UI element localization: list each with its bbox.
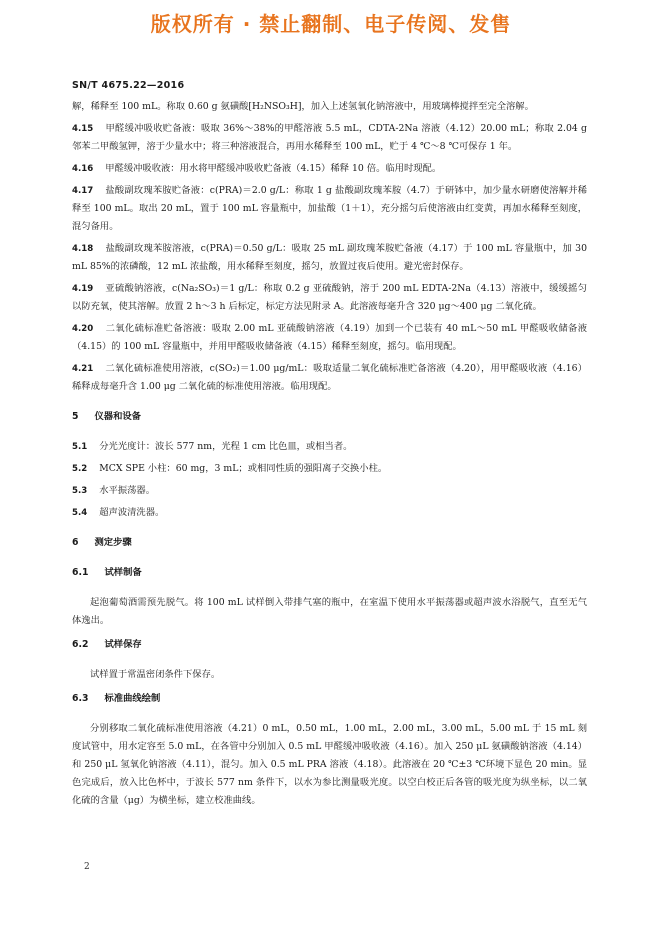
- section-title: 试样保存: [104, 639, 142, 650]
- reagent-item: [72, 320, 587, 356]
- item-text: 超声波清洗器。: [99, 507, 165, 518]
- item-text: 分光光度计：波长 577 nm，光程 1 cm 比色皿，或相当者。: [99, 441, 353, 452]
- item-number: 5.3: [72, 486, 88, 496]
- section-title: 标准曲线绘制: [104, 693, 161, 704]
- sample-storage-paragraph: 试样置于常温密闭条件下保存。: [90, 669, 221, 680]
- reagent-item: [72, 240, 587, 276]
- sample-prep-paragraph: 起泡葡萄酒需预先脱气。将 100 mL 试样倒入带排气塞的瓶中，在室温下使用水平振荡器或超声波水浴脱气，直至无气体逸出。: [72, 597, 587, 626]
- intro-paragraph: 解，稀释至 100 mL。称取 0.60 g 氨磺酸[H₂NSO₃H]，加入上述氢氧化钠溶液中，用玻璃棒搅拌至完全溶解。: [72, 101, 534, 112]
- reagent-item: [72, 182, 587, 236]
- item-number: 4.16: [72, 164, 94, 174]
- item-text: 盐酸副玫瑰苯胺溶液，c(PRA)＝0.50 g/L：吸取 25 mL 副玫瑰苯胺贮备液（4.17）于 100 mL 容量瓶中，加 30 mL 85%的浓磷酸，12 mL 浓盐酸，用水稀释至刻度，摇匀，放置过夜后使用。避光密封保存。: [72, 243, 587, 272]
- item-text: 甲醛缓冲吸收贮备液：吸取 36%～38%的甲醛溶液 5.5 mL，CDTA-2Na 溶液（4.12）20.00 mL；称取 2.04 g 邻苯二甲酸氢钾，溶于少量水中；将三种溶液混合，再用水稀释至 100 mL，贮于 4 ℃～8 ℃可保存 1 年。: [72, 123, 587, 152]
- section-number: 6: [72, 537, 79, 548]
- reagent-item: [72, 280, 587, 316]
- item-number: 4.20: [72, 324, 94, 334]
- item-number: 4.15: [72, 124, 94, 134]
- item-text: 水平振荡器。: [99, 485, 156, 496]
- equipment-item: [72, 482, 587, 500]
- section-title: 试样制备: [104, 567, 142, 578]
- reagent-list: [72, 120, 587, 396]
- reagent-item: [72, 160, 587, 178]
- equipment-list: [72, 438, 587, 522]
- section-title: 仪器和设备: [94, 411, 141, 422]
- page-content: [72, 98, 587, 814]
- reagent-item: [72, 360, 587, 396]
- item-text: MCX SPE 小柱：60 mg，3 mL；或相同性质的强阳离子交换小柱。: [99, 463, 388, 474]
- reagent-item: [72, 120, 587, 156]
- equipment-item: [72, 504, 587, 522]
- equipment-item: [72, 438, 587, 456]
- item-number: 4.21: [72, 364, 94, 374]
- item-text: 甲醛缓冲吸收液：用水将甲醛缓冲吸收贮备液（4.15）稀释 10 倍。临用时现配。: [105, 163, 442, 174]
- section-heading-6-1: [72, 564, 587, 582]
- item-text: 二氧化硫标准贮备溶液：吸取 2.00 mL 亚硫酸钠溶液（4.19）加到一个已装有 40 mL～50 mL 甲醛吸收储备液（4.15）的 100 mL 容量瓶中，并用甲醛吸收储备液（4.15）稀释至刻度，摇匀。临用现配。: [72, 323, 587, 352]
- section-heading-6-3: [72, 690, 587, 708]
- item-number: 5.1: [72, 442, 88, 452]
- section-number: 6.1: [72, 567, 89, 578]
- document-code: SN/T 4675.22—2016: [72, 80, 185, 91]
- item-text: 二氧化硫标准使用溶液，c(SO₂)＝1.00 μg/mL：吸取适量二氧化硫标准贮备溶液（4.20），用甲醛吸收液（4.16）稀释成每毫升含 1.00 μg 二氧化硫的标准使用溶液。临用现配。: [72, 363, 587, 392]
- section-number: 6.3: [72, 693, 89, 704]
- section-number: 6.2: [72, 639, 89, 650]
- section-heading-5: [72, 408, 587, 426]
- calibration-paragraph: 分别移取二氧化硫标准使用溶液（4.21）0 mL，0.50 mL，1.00 mL，2.00 mL，3.00 mL，5.00 mL 于 15 mL 刻度试管中，用水定容至 5.0 mL，在各管中分别加入 0.5 mL 甲醛缓冲吸收液（4.16）。加入 250 μL 氨磺酸钠溶液（4.14）和 250 μL 氢氧化钠溶液（4.11），混匀。加入 0.5 mL PRA 溶液（4.18）。此溶液在 20 ℃±3 ℃环境下显色 20 min。显色完成后，放入比色杯中，于波长 577 nm 条件下，以水为参比测量吸光度。以空白校正后各管的吸光度为纵坐标，以二氧化硫的含量（μg）为横坐标，建立校准曲线。: [72, 723, 587, 806]
- item-text: 亚硫酸钠溶液，c(Na₂SO₃)＝1 g/L：称取 0.2 g 亚硫酸钠，溶于 200 mL EDTA-2Na（4.13）溶液中，缓缓摇匀以防充氧，使其溶解。放置 2 h～3 h 后标定，标定方法见附录 A。此溶液每毫升含 320 μg～400 μg 二氧化硫。: [72, 283, 587, 312]
- item-number: 4.17: [72, 186, 94, 196]
- section-heading-6-2: [72, 636, 587, 654]
- section-number: 5: [72, 411, 79, 422]
- item-number: 4.19: [72, 284, 94, 294]
- item-number: 4.18: [72, 244, 94, 254]
- item-number: 5.2: [72, 464, 88, 474]
- section-title: 测定步骤: [94, 537, 132, 548]
- page-number: 2: [84, 862, 90, 872]
- item-text: 盐酸副玫瑰苯胺贮备液：c(PRA)＝2.0 g/L：称取 1 g 盐酸副玫瑰苯胺（4.7）于研钵中，加少量水研磨使溶解并稀释至 100 mL。取出 20 mL，置于 100 mL 容量瓶中，加盐酸（1＋1），充分摇匀后使溶液由红变黄，再加水稀释至刻度，混匀备用。: [72, 185, 587, 232]
- equipment-item: [72, 460, 587, 478]
- copyright-watermark: 版权所有 · 禁止翻制、电子传阅、发售: [150, 12, 512, 36]
- section-heading-6: [72, 534, 587, 552]
- item-number: 5.4: [72, 508, 88, 518]
